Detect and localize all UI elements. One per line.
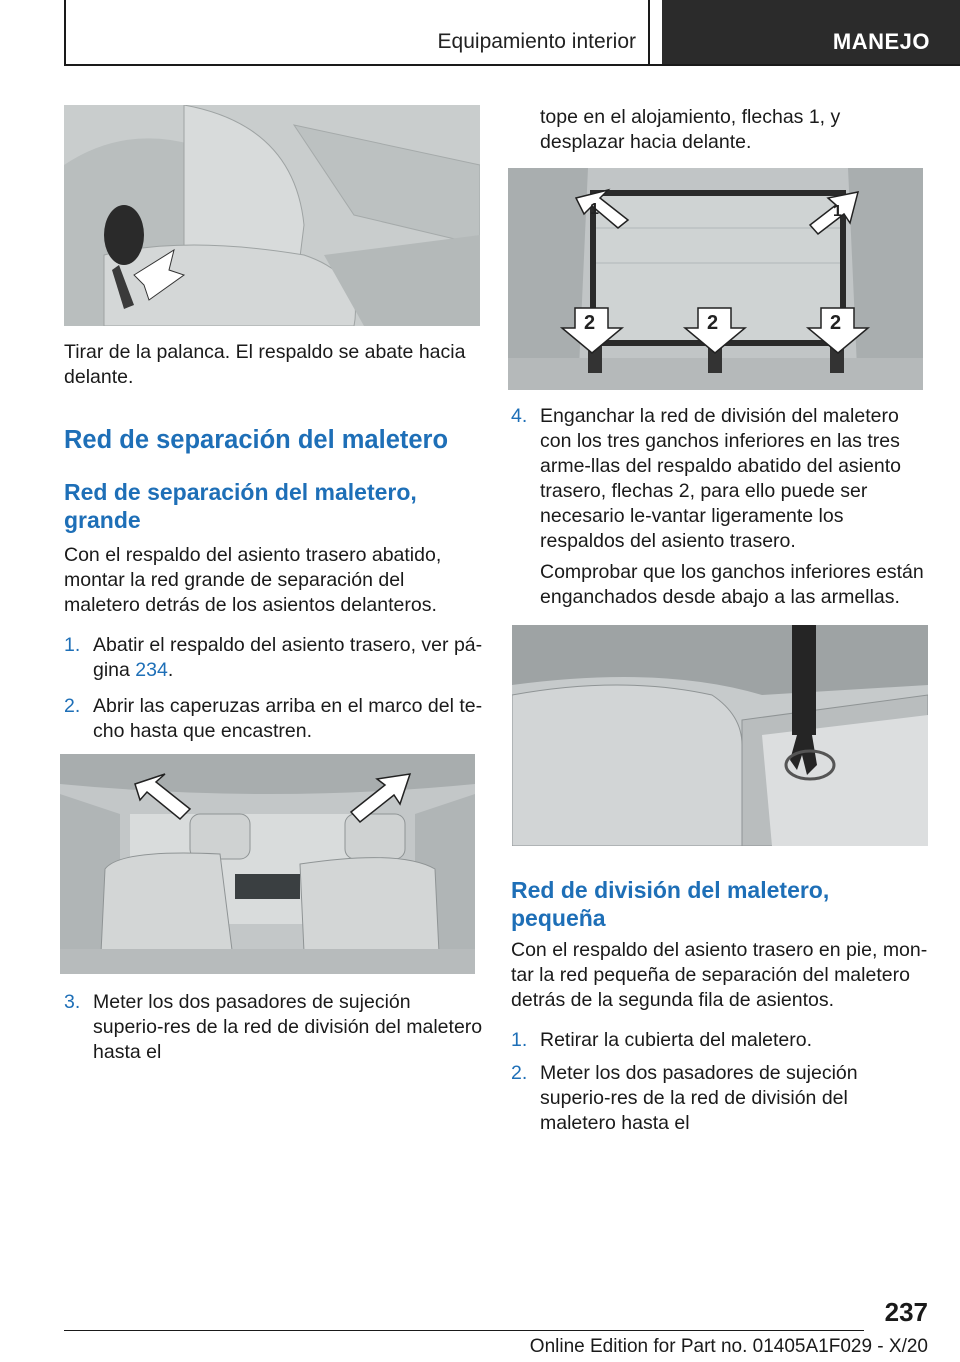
list-number: 4. [511,405,528,427]
arrow-label-2a: 2 [584,312,596,334]
list-number: 2. [511,1062,528,1084]
list-number: 2. [64,695,81,717]
section-heading: Red de separación del maletero [64,426,449,454]
hook-eyelet-image [512,625,928,846]
arrow-label-2c: 2 [830,312,842,334]
chapter-tab: MANEJO [662,0,960,64]
list-text: Enganchar la red de división del maletero con los tres ganchos inferiores en las tres arme‐llas del respaldo abatido del asiento trasero, flechas 2, para ello puede ser necesario le‐vantar ligeramente los respaldos del asiento trasero. [540,405,901,552]
arrow-label-1a: 1 [590,201,599,218]
continued-text: tope en el alojamiento, flechas 1, y desplazar hacia delante. [540,106,841,153]
small-net-intro: Con el respaldo del asiento trasero en pie, mon‐tar la red pequeña de separación del maletero detrás de la segunda fila de asientos. [511,939,928,1011]
page-link[interactable]: 234 [135,659,168,681]
list-text: Abatir el respaldo del asiento trasero, ver pá‐gina 234. [93,634,483,681]
list-number: 3. [64,991,81,1013]
figure-caption: Tirar de la palanca. El respaldo se abate hacia delante. [64,341,466,388]
list-item [64,633,484,683]
footer-rule [64,1330,864,1331]
list-text: Retirar la cubierta del maletero. [540,1029,813,1051]
subsection-heading-small: Red de división del maletero, pequeña [511,877,830,931]
list-text: Abrir las caperuzas arriba en el marco del te‐cho hasta que encastren. [93,695,483,742]
header-mid-rule [648,0,650,66]
list-text: Meter los dos pasadores de sujeción superio‐res de la red de división del maletero hasta el [93,991,483,1063]
page-number: 237 [884,1297,928,1327]
intro-paragraph: Con el respaldo del asiento trasero abatido, montar la red grande de separación del maletero detrás de los asientos delanteros. [64,544,442,616]
arrow-label-2b: 2 [707,312,719,334]
subsection-heading-large: Red de separación del maletero, grande [64,479,417,533]
list-item [511,1061,931,1134]
step-note: Comprobar que los ganchos inferiores están enganchados desde abajo a las armellas. [540,561,924,608]
list-item [64,694,484,744]
header-rule [64,64,960,66]
arrow-label-1b: 1 [833,203,842,220]
section-title: Equipamiento interior [437,30,636,53]
net-mounting-image [508,168,923,390]
list-item [511,404,931,554]
list-number: 1. [511,1029,528,1051]
list-item [511,1028,931,1053]
roof-caps-image [60,754,475,974]
list-number: 1. [64,634,81,656]
edition-footer: Online Edition for Part no. 01405A1F029 - X/20 [529,1336,928,1357]
seat-lever-image [64,105,480,326]
list-item [64,990,484,1063]
list-text: Meter los dos pasadores de sujeción superio‐res de la red de división del maletero hasta el [540,1062,858,1134]
